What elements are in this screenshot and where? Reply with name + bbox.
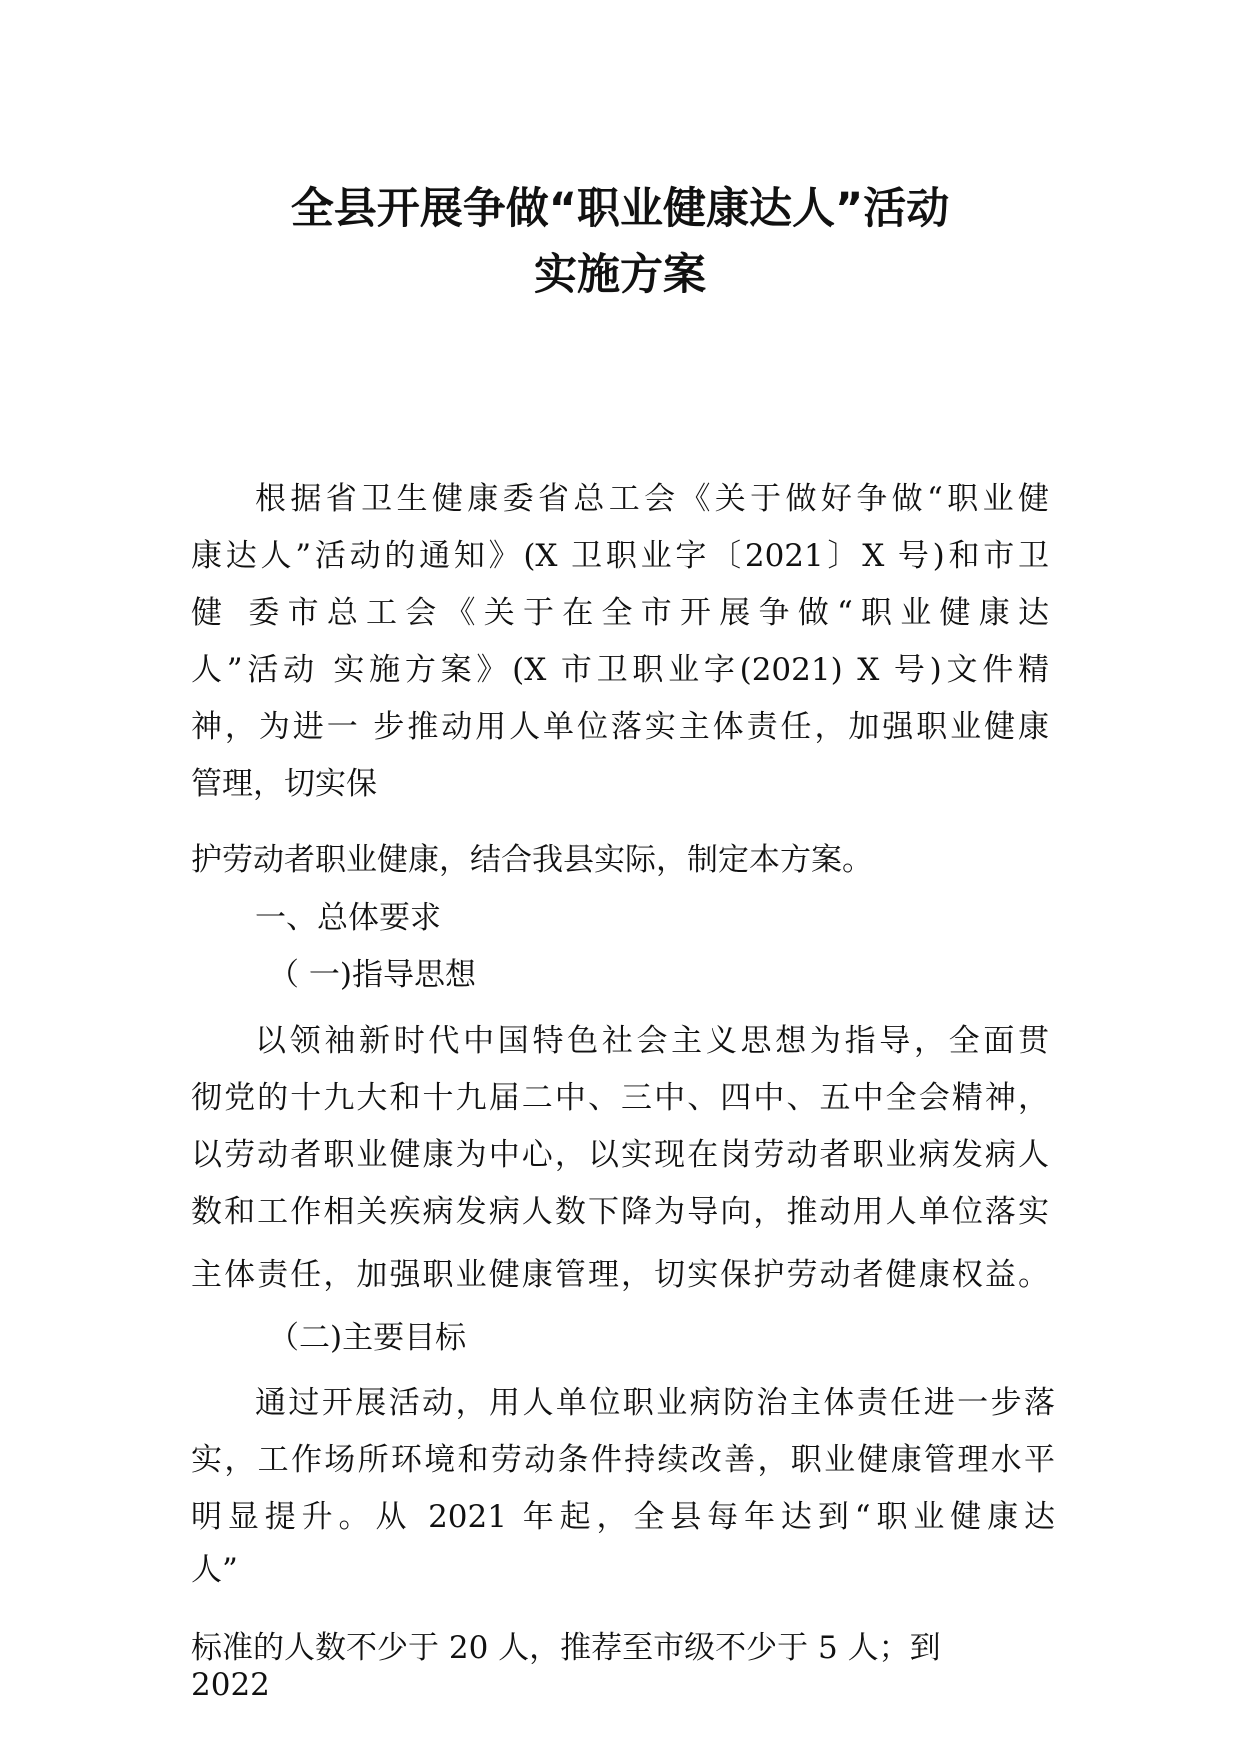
- subsection-heading: （ 一)指导思想: [268, 957, 476, 993]
- subsection-heading: （二)主要目标: [268, 1320, 467, 1356]
- paragraph-line: 主体责任，加强职业健康管理，切实保护劳动者健康权益。: [191, 1257, 1049, 1293]
- paragraph-line: 彻党的十九大和十九届二中、三中、四中、五中全会精神，: [191, 1080, 1049, 1116]
- paragraph-line: 管理，切实保: [191, 766, 377, 802]
- document-title: 全县开展争做“职业健康达人”活动: [290, 184, 950, 234]
- section-heading: 一、总体要求: [255, 900, 441, 936]
- paragraph-line: 标准的人数不少于 20 人，推荐至市级不少于 5 人；到: [191, 1630, 941, 1666]
- paragraph-line: 2022: [191, 1667, 270, 1703]
- paragraph-line: 护劳动者职业健康，结合我县实际，制定本方案。: [191, 842, 873, 878]
- paragraph-line: 健 委市总工会《关于在全市开展争做“职业健康达: [191, 595, 1049, 631]
- paragraph-line: 数和工作相关疾病发病人数下降为导向，推动用人单位落实: [191, 1194, 1049, 1230]
- paragraph-line: 根据省卫生健康委省总工会《关于做好争做“职业健: [255, 481, 1049, 517]
- paragraph-line: 通过开展活动，用人单位职业病防治主体责任进一步落: [255, 1385, 1055, 1421]
- paragraph-line: 实，工作场所环境和劳动条件持续改善，职业健康管理水平: [191, 1442, 1055, 1478]
- document-subtitle: 实施方案: [534, 250, 706, 300]
- paragraph-line: 明显提升。从 2021 年起，全县每年达到“职业健康达: [191, 1499, 1055, 1535]
- paragraph-line: 神，为进一 步推动用人单位落实主体责任，加强职业健康: [191, 709, 1049, 745]
- paragraph-line: 康达人”活动的通知》(X 卫职业字〔2021〕X 号)和市卫: [191, 538, 1049, 574]
- paragraph-line: 人”活动 实施方案》(X 市卫职业字(2021) X 号)文件精: [191, 652, 1049, 688]
- paragraph-line: 人”: [191, 1552, 238, 1588]
- paragraph-line: 以领袖新时代中国特色社会主义思想为指导，全面贯: [255, 1023, 1049, 1059]
- paragraph-line: 以劳动者职业健康为中心，以实现在岗劳动者职业病发病人: [191, 1137, 1049, 1173]
